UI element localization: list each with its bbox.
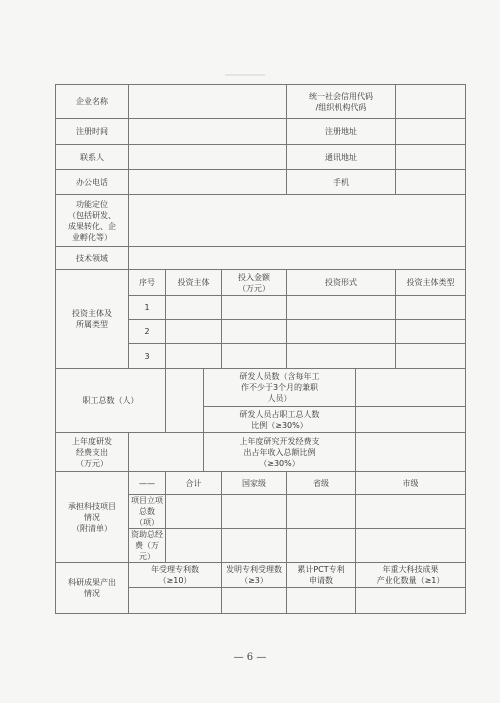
scan-mark	[225, 74, 265, 76]
investor-form-cell[interactable]	[287, 296, 396, 320]
results-industrialization-value[interactable]	[356, 588, 466, 614]
row-phone	[56, 170, 466, 195]
investor-entity-cell[interactable]	[166, 344, 222, 369]
rd-expense-value[interactable]	[129, 433, 204, 472]
investor-col-entity: 投资主体	[166, 270, 222, 296]
row-tech-field	[56, 247, 466, 270]
projects-col-municipal: 市级	[356, 472, 466, 495]
contact-label: 联系人	[56, 145, 129, 170]
tech-field-value[interactable]	[129, 247, 466, 270]
investor-col-seq: 序号	[129, 270, 166, 296]
application-form-table	[55, 84, 466, 614]
results-header-row	[56, 563, 466, 588]
mobile-label: 手机	[287, 170, 396, 195]
investor-row-number: 3	[129, 344, 166, 369]
projects-count-national[interactable]	[222, 495, 287, 529]
tech-field-label: 技术领域	[56, 247, 129, 270]
results-annual-patents-value[interactable]	[129, 588, 222, 614]
projects-header-row	[56, 472, 466, 495]
company-name-label: 企业名称	[56, 85, 129, 119]
rd-staff-count-label: 研发人员数（含每年工 作不少于3个月的兼职 人员）	[204, 369, 356, 407]
projects-col-total: 合计	[166, 472, 222, 495]
row-rd-staff-count	[56, 369, 466, 407]
investor-entity-cell[interactable]	[166, 296, 222, 320]
results-section-label: 科研成果产出 情况	[56, 563, 129, 614]
investor-col-amount: 投入金额 （万元）	[222, 270, 287, 296]
office-phone-value[interactable]	[129, 170, 287, 195]
projects-section-label: 承担科技项目 情况 （附清单）	[56, 472, 129, 563]
results-col-annual-patents: 年受理专利数 （≥10）	[129, 563, 222, 588]
projects-col-provincial: 省级	[287, 472, 356, 495]
rd-expense-label: 上年度研发 经费支出 （万元）	[56, 433, 129, 472]
results-col-industrialization: 年重大科技成果 产业化数量（≥1）	[356, 563, 466, 588]
results-invention-patents-value[interactable]	[222, 588, 287, 614]
office-phone-label: 办公电话	[56, 170, 129, 195]
rd-expense-ratio-value[interactable]	[356, 433, 466, 472]
results-col-invention-patents: 发明专利受理数 （≥3）	[222, 563, 287, 588]
function-value[interactable]	[129, 195, 466, 247]
results-col-pct: 累计PCT专利 申请数	[287, 563, 356, 588]
investor-amount-cell[interactable]	[222, 320, 287, 344]
row-rd-expense	[56, 433, 466, 472]
investor-col-form: 投资形式	[287, 270, 396, 296]
rd-staff-ratio-label: 研发人员占职工总人数 比例（≥30%）	[204, 407, 356, 433]
investor-type-cell[interactable]	[396, 344, 466, 369]
investor-form-cell[interactable]	[287, 344, 396, 369]
investor-amount-cell[interactable]	[222, 344, 287, 369]
investor-form-cell[interactable]	[287, 320, 396, 344]
reg-address-value[interactable]	[396, 119, 466, 145]
staff-total-value[interactable]	[166, 369, 204, 433]
investor-row-number: 1	[129, 296, 166, 320]
reg-date-value[interactable]	[129, 119, 287, 145]
row-company	[56, 85, 466, 119]
projects-count-municipal[interactable]	[356, 495, 466, 529]
staff-total-label: 职工总数（人）	[56, 369, 166, 433]
mail-address-value[interactable]	[396, 145, 466, 170]
row-function	[56, 195, 466, 247]
credit-code-label: 统一社会信用代码 /组织机构代码	[287, 85, 396, 119]
page-number: — 6 —	[233, 652, 267, 663]
projects-count-provincial[interactable]	[287, 495, 356, 529]
contact-value[interactable]	[129, 145, 287, 170]
projects-col-blank: ——	[129, 472, 166, 495]
projects-count-total[interactable]	[166, 495, 222, 529]
row-contact	[56, 145, 466, 170]
investor-amount-cell[interactable]	[222, 296, 287, 320]
projects-funding-municipal[interactable]	[356, 529, 466, 563]
investor-row-number: 2	[129, 320, 166, 344]
rd-staff-count-value[interactable]	[356, 369, 466, 407]
projects-count-label: 项目立项 总数（项）	[129, 495, 166, 529]
rd-staff-ratio-value[interactable]	[356, 407, 466, 433]
company-name-value[interactable]	[129, 85, 287, 119]
investor-type-cell[interactable]	[396, 320, 466, 344]
credit-code-value[interactable]	[396, 85, 466, 119]
investor-type-cell[interactable]	[396, 296, 466, 320]
mail-address-label: 通讯地址	[287, 145, 396, 170]
investor-entity-cell[interactable]	[166, 320, 222, 344]
row-registration	[56, 119, 466, 145]
function-label: 功能定位 （包括研发、 成果转化、企 业孵化等）	[56, 195, 129, 247]
investor-col-type: 投资主体类型	[396, 270, 466, 296]
mobile-value[interactable]	[396, 170, 466, 195]
projects-funding-label: 资助总经 费（万元）	[129, 529, 166, 563]
projects-funding-national[interactable]	[222, 529, 287, 563]
projects-col-national: 国家级	[222, 472, 287, 495]
projects-funding-total[interactable]	[166, 529, 222, 563]
results-pct-value[interactable]	[287, 588, 356, 614]
investor-section-label: 投资主体及 所属类型	[56, 270, 129, 369]
reg-address-label: 注册地址	[287, 119, 396, 145]
reg-date-label: 注册时间	[56, 119, 129, 145]
projects-funding-provincial[interactable]	[287, 529, 356, 563]
rd-expense-ratio-label: 上年度研究开发经费支 出占年收入总额比例 （≥30%）	[204, 433, 356, 472]
investor-header-row	[56, 270, 466, 296]
